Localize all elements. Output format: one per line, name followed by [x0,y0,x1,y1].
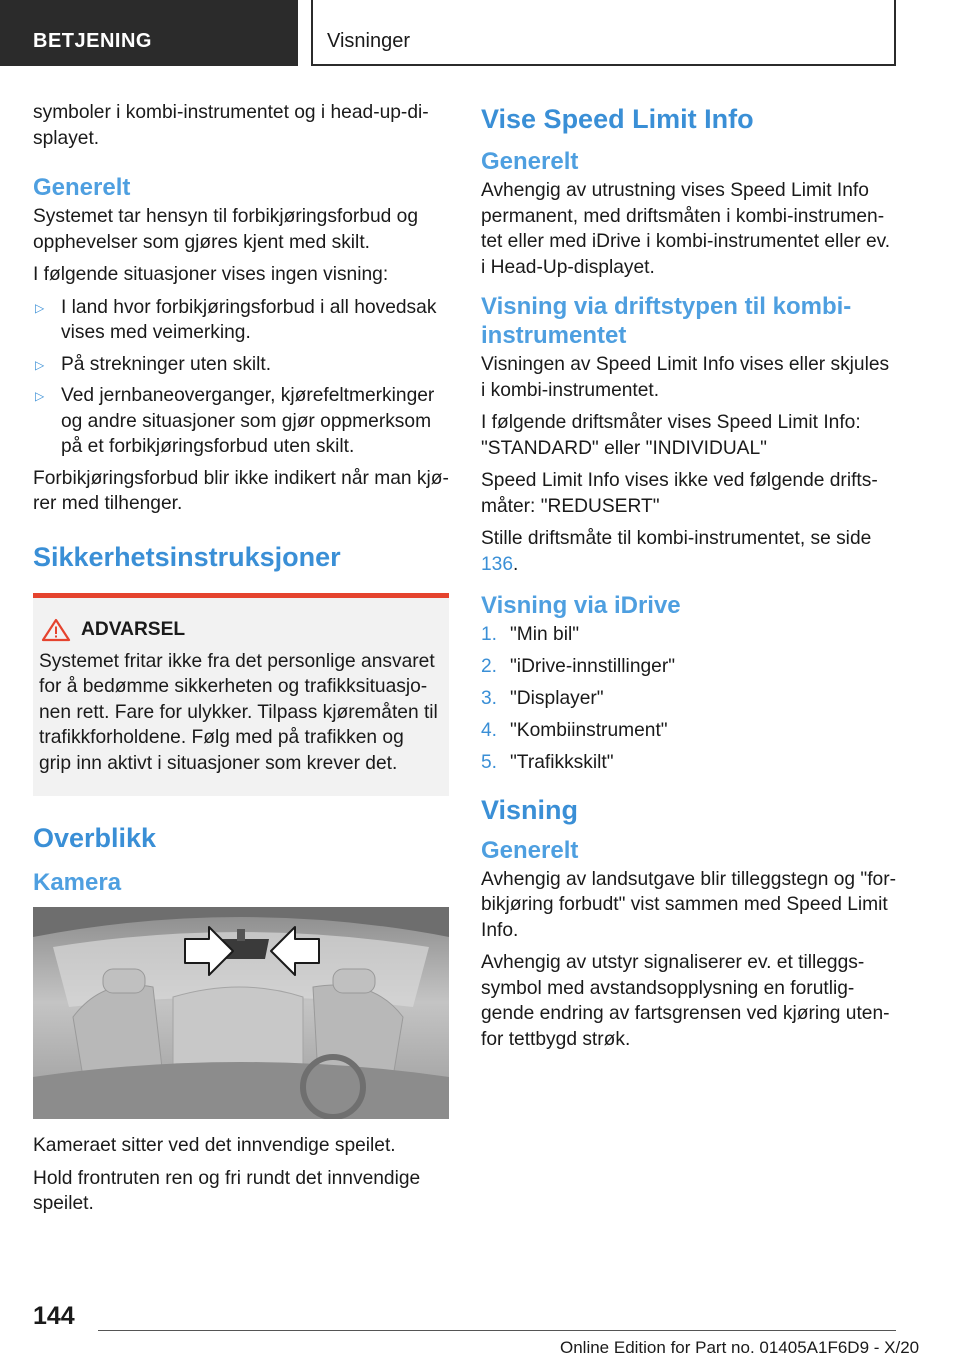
intro-text: symboler i kombi-instrumentet og i head-up-displayet. [33,102,429,149]
left-column [33,100,449,1224]
list-item: ▷ I land hvor forbikjøringsforbud i all hovedsak vises med veimerking. [35,296,437,343]
step-item: 4. "Kombiinstrument" [481,720,668,741]
footer-divider [98,1330,896,1331]
section-tab: BETJENING [0,0,298,66]
camera-heading: Kamera [33,869,122,896]
page-reference-link[interactable]: 136 [481,553,514,575]
generelt-paragraph-1: Systemet tar hensyn til forbikjøringsforbud og opphevelser som gjøres kjent med skilt. [33,206,418,253]
edition-text: Online Edition for Part no. 01405A1F6D9 - X/20 [560,1338,920,1357]
situation-list [33,295,449,460]
step-item: 5. "Trafikkskilt" [481,752,614,773]
page-number: 144 [33,1302,75,1330]
camera-interior-photo [33,907,449,1119]
page-header [0,0,960,66]
warning-box [33,593,449,797]
idrive-heading: Visning via iDrive [481,592,681,619]
step-item: 2. "iDrive-innstillinger" [481,656,676,677]
generelt-paragraph-3: Forbikjøringsforbud blir ikke indikert når man kjører med tilhenger. [33,467,449,514]
warning-header [39,618,439,642]
camera-paragraph-2: Hold frontruten ren og fri rundt det innvendige speilet. [33,1167,421,1214]
speed-limit-heading: Vise Speed Limit Info [481,104,754,134]
right-column [481,100,897,1059]
drive-paragraph-3: Speed Limit Info vises ikke ved følgende driftsmåter: "REDUSERT" [481,470,878,517]
drive-paragraph-2: I følgende driftsmåter vises Speed Limit Info: "STANDARD" eller "INDIVIDUAL" [481,412,861,459]
camera-paragraph-1: Kameraet sitter ved det innvendige speilet. [33,1135,396,1156]
step-item: 1. "Min bil" [481,624,580,645]
drive-paragraph-1: Visningen av Speed Limit Info vises eller skjules i kombi-instrumentet. [481,354,890,401]
triangle-bullet-icon: ▷ [35,300,45,315]
overview-heading: Overblikk [33,823,157,853]
generelt-heading-right: Generelt [481,148,579,175]
generelt-paragraph-2: I følgende situasjoner vises ingen visning: [33,264,389,285]
drive-paragraph-4: Stille driftsmåte til kombi-instrumentet, se side 136. [481,528,872,575]
idrive-steps [481,622,897,776]
warning-title: ADVARSEL [81,618,186,640]
generelt-heading: Generelt [33,174,131,201]
speed-generelt-paragraph: Avhengig av utrustning vises Speed Limit Info permanent, med driftsmåten i kombi-instrumentet eller med iDrive i kombi-instrumentet eller ev. i Head-Up-displayet. [481,180,891,278]
visning-paragraph-2: Avhengig av utstyr signaliserer ev. et tilleggssymbol med avstandsopplysning en forutliggende endring av fartsgrensen ved kjøring utenfor tettbygd strøk. [481,952,890,1050]
step-item: 3. "Displayer" [481,688,604,709]
triangle-bullet-icon: ▷ [35,357,45,372]
warning-triangle-icon [41,618,71,642]
safety-heading: Sikkerhetsinstruksjoner [33,541,341,572]
warning-text: Systemet fritar ikke fra det personlige ansvaret for å bedømme sikkerheten og trafikksituasjonen rett. Fare for ulykker. Tilpass kjøremåten til trafikkforholdene. Følg med på trafikken og grip inn aktivt i situasjoner som krever det. [39,650,438,774]
visning-paragraph-1: Avhengig av landsutgave blir tilleggstegn og "forbikjøring forbudt" vist sammen med Speed Limit Info. [481,868,896,941]
triangle-bullet-icon: ▷ [35,389,45,403]
list-item: ▷ På strekninger uten skilt. [33,352,449,378]
visning-heading: Visning [481,794,579,825]
list-item: ▷ Ved jernbaneoverganger, kjørefeltmerkinger og andre situasjoner som gjør oppmerksom på et forbikjøringsforbud uten skilt. [35,385,435,457]
drive-mode-heading: Visning via driftstypen til kombiinstrumentet [481,293,852,349]
visning-generelt-heading: Generelt [481,836,579,864]
chapter-title: Visninger [311,0,896,66]
